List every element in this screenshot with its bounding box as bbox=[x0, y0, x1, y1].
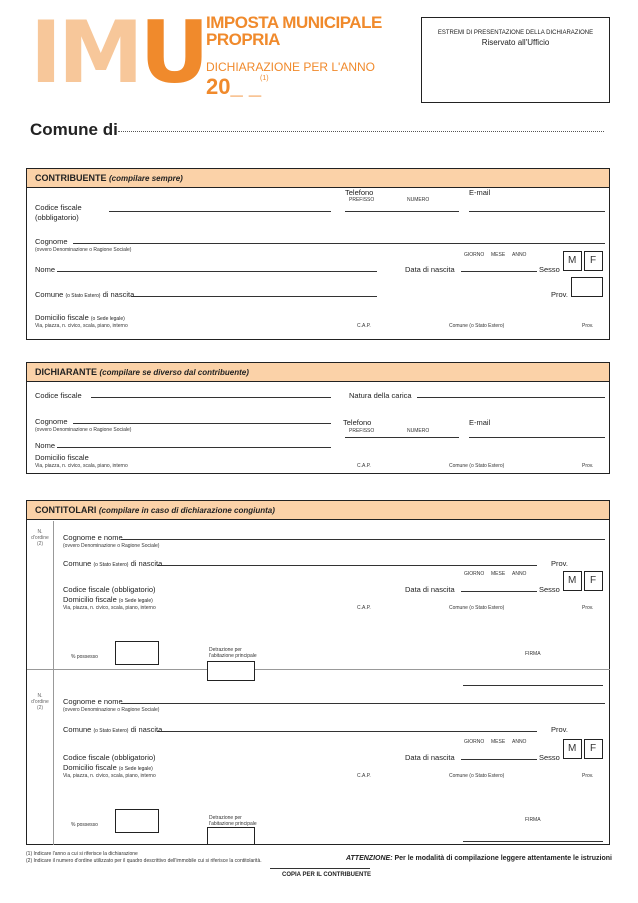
divider bbox=[27, 669, 610, 670]
form-title: IMPOSTA MUNICIPALE PROPRIA bbox=[206, 13, 382, 49]
telefono-input[interactable] bbox=[345, 437, 459, 438]
firma-line[interactable] bbox=[463, 685, 603, 686]
codice-fiscale-label: Codice fiscale (obbligatorio) bbox=[63, 753, 156, 762]
codice-fiscale-label: Codice fiscale bbox=[35, 203, 82, 212]
domicilio-label: Domicilio fiscale (o Sede legale) bbox=[63, 595, 153, 604]
telefono-label: Telefono bbox=[345, 188, 374, 197]
comune-nascita-label: Comune (o Stato Estero) di nascita bbox=[35, 290, 135, 299]
cognome-input[interactable] bbox=[73, 243, 605, 244]
codice-fiscale-input[interactable] bbox=[91, 397, 331, 398]
cognome-nome-input[interactable] bbox=[121, 539, 605, 540]
section-contitolari: CONTITOLARI (compilare in caso di dichiarazione congiunta) N. d'ordine (2) Cognome e nome (ovvero Denominazione o Ragione Sociale) Comune (o Stato Estero) di nascita Prov. GIORNO MESE ANNO Codice fiscale (obbligatorio) Data di nascita Sesso M F Domicilio fiscale (o Sede legale) Via, piazza, n. civico, scala, piano, interno C.A.P. Comune (o Stato Estero) Prov. Detrazione per l'abitazione principale FIRMA % possesso N. d'ordine (2) Cognome e nome (ovvero Denominazione o Ragione Sociale) Comune (o Stato Estero) di nascita Prov. GIORNO MESE ANNO Codice fiscale (obbligatorio) Data di nascita Sesso M F Domicilio fiscale (o Sede legale) Via, piazza, n. civico, scala, piano, interno C.A.P. Comune (o Stato Estero) Prov. Detrazione per l'abitazione principale FIRMA % possesso bbox=[26, 500, 610, 845]
telefono-input[interactable] bbox=[345, 211, 459, 212]
data-nascita-input[interactable] bbox=[461, 591, 537, 592]
sesso-m-box[interactable]: M bbox=[563, 571, 582, 591]
comune-nascita-label: Comune (o Stato Estero) di nascita bbox=[63, 725, 163, 734]
imu-logo: IMU bbox=[30, 3, 206, 103]
n-ordine-label-2: N. d'ordine (2) bbox=[31, 693, 49, 711]
data-nascita-input[interactable] bbox=[461, 759, 537, 760]
divider bbox=[53, 521, 54, 845]
comune-nascita-input[interactable] bbox=[157, 731, 537, 732]
comune-nascita-input[interactable] bbox=[157, 565, 537, 566]
cognome-nome-label: Cognome e nome bbox=[63, 697, 123, 706]
section-dichiarante: DICHIARANTE (compilare se diverso dal contribuente) Codice fiscale Natura della carica Cognome (ovvero Denominazione o Ragione Sociale) Telefono PREFISSO NUMERO E-mail Nome Domicilio fiscale Via, piazza, n. civico, scala, piano, interno C.A.P. Comune (o Stato Estero) Prov. bbox=[26, 362, 610, 474]
detrazione-box[interactable] bbox=[207, 827, 255, 845]
prov-label: Prov. bbox=[551, 559, 568, 568]
codice-fiscale-input[interactable] bbox=[109, 211, 331, 212]
email-label: E-mail bbox=[469, 418, 491, 427]
prov-label: Prov. bbox=[551, 290, 568, 299]
domicilio-label: Domicilio fiscale (o Sede legale) bbox=[63, 763, 153, 772]
office-box: ESTREMI DI PRESENTAZIONE DELLA DICHIARAZIONE Riservato all'Ufficio bbox=[421, 17, 610, 103]
section-header: CONTRIBUENTE (compilare sempre) bbox=[27, 169, 609, 188]
copia-contribuente: COPIA PER IL CONTRIBUENTE bbox=[282, 872, 372, 878]
comune-input[interactable] bbox=[118, 131, 604, 132]
email-input[interactable] bbox=[469, 211, 605, 212]
n-ordine-label-1: N. d'ordine (2) bbox=[31, 529, 49, 547]
email-label: E-mail bbox=[469, 188, 491, 197]
footnote-2: (2) Indicare il numero d'ordine utilizzato per il quadro descrittivo dell'immobile cui si riferisce la contitolarità. bbox=[26, 858, 262, 864]
comune-nascita-input[interactable] bbox=[131, 296, 377, 297]
form-subtitle: DICHIARAZIONE PER L'ANNO bbox=[206, 60, 375, 74]
comune-label: Comune di bbox=[30, 120, 118, 139]
sesso-f-box[interactable]: F bbox=[584, 571, 603, 591]
nome-label: Nome bbox=[35, 441, 56, 450]
section-header: CONTITOLARI (compilare in caso di dichiarazione congiunta) bbox=[27, 501, 609, 520]
detrazione-box[interactable] bbox=[207, 661, 255, 681]
divider bbox=[270, 868, 370, 869]
sesso-label: Sesso bbox=[539, 265, 560, 274]
prov-label: Prov. bbox=[551, 725, 568, 734]
sesso-label: Sesso bbox=[539, 753, 560, 762]
comune-nascita-label: Comune (o Stato Estero) di nascita bbox=[63, 559, 163, 568]
sesso-f-box[interactable]: F bbox=[584, 739, 603, 759]
domicilio-label: Domicilio fiscale bbox=[35, 453, 89, 462]
possesso-box[interactable] bbox=[115, 641, 159, 665]
natura-carica-input[interactable] bbox=[417, 397, 605, 398]
cognome-label: Cognome bbox=[35, 237, 68, 246]
email-input[interactable] bbox=[469, 437, 605, 438]
data-nascita-label: Data di nascita bbox=[405, 753, 455, 762]
possesso-box[interactable] bbox=[115, 809, 159, 833]
codice-fiscale-label: Codice fiscale bbox=[35, 391, 82, 400]
firma-line[interactable] bbox=[463, 841, 603, 842]
obbligatorio-label: (obbligatorio) bbox=[35, 213, 79, 222]
domicilio-label: Domicilio fiscale (o Sede legale) bbox=[35, 313, 125, 322]
sesso-m-box[interactable]: M bbox=[563, 739, 582, 759]
sesso-label: Sesso bbox=[539, 585, 560, 594]
cognome-input[interactable] bbox=[73, 423, 331, 424]
section-header: DICHIARANTE (compilare se diverso dal contribuente) bbox=[27, 363, 609, 382]
nome-input[interactable] bbox=[57, 271, 377, 272]
cognome-nome-label: Cognome e nome bbox=[63, 533, 123, 542]
telefono-label: Telefono bbox=[343, 418, 372, 427]
data-nascita-label: Data di nascita bbox=[405, 265, 455, 274]
natura-carica-label: Natura della carica bbox=[349, 391, 412, 400]
year-note: (1) bbox=[260, 75, 269, 82]
cognome-label: Cognome bbox=[35, 417, 68, 426]
sesso-f-box[interactable]: F bbox=[584, 251, 603, 271]
cognome-nome-input[interactable] bbox=[121, 703, 605, 704]
nome-input[interactable] bbox=[57, 447, 331, 448]
sesso-m-box[interactable]: M bbox=[563, 251, 582, 271]
section-contribuente: CONTRIBUENTE (compilare sempre) Codice fiscale (obbligatorio) Telefono PREFISSO NUMERO E-mail Cognome (ovvero Denominazione o Ragione Sociale) Nome Data di nascita GIORNO MESE ANNO Sesso M F Comune (o Stato Estero) di nascita Prov. Domicilio fiscale (o Sede legale) Via, piazza, n. civico, scala, piano, interno C.A.P. Comune (o Stato Estero) Prov. bbox=[26, 168, 610, 340]
nome-label: Nome bbox=[35, 265, 56, 274]
attenzione-note: ATTENZIONE: Per le modalità di compilazione leggere attentamente le istruzioni bbox=[346, 855, 612, 862]
footnote-1: (1) Indicare l'anno a cui si riferisce la dichiarazione bbox=[26, 851, 138, 857]
prov-box[interactable] bbox=[571, 277, 603, 297]
year-field[interactable]: 20_ _ bbox=[206, 74, 262, 99]
codice-fiscale-label: Codice fiscale (obbligatorio) bbox=[63, 585, 156, 594]
data-nascita-label: Data di nascita bbox=[405, 585, 455, 594]
data-nascita-input[interactable] bbox=[461, 271, 537, 272]
